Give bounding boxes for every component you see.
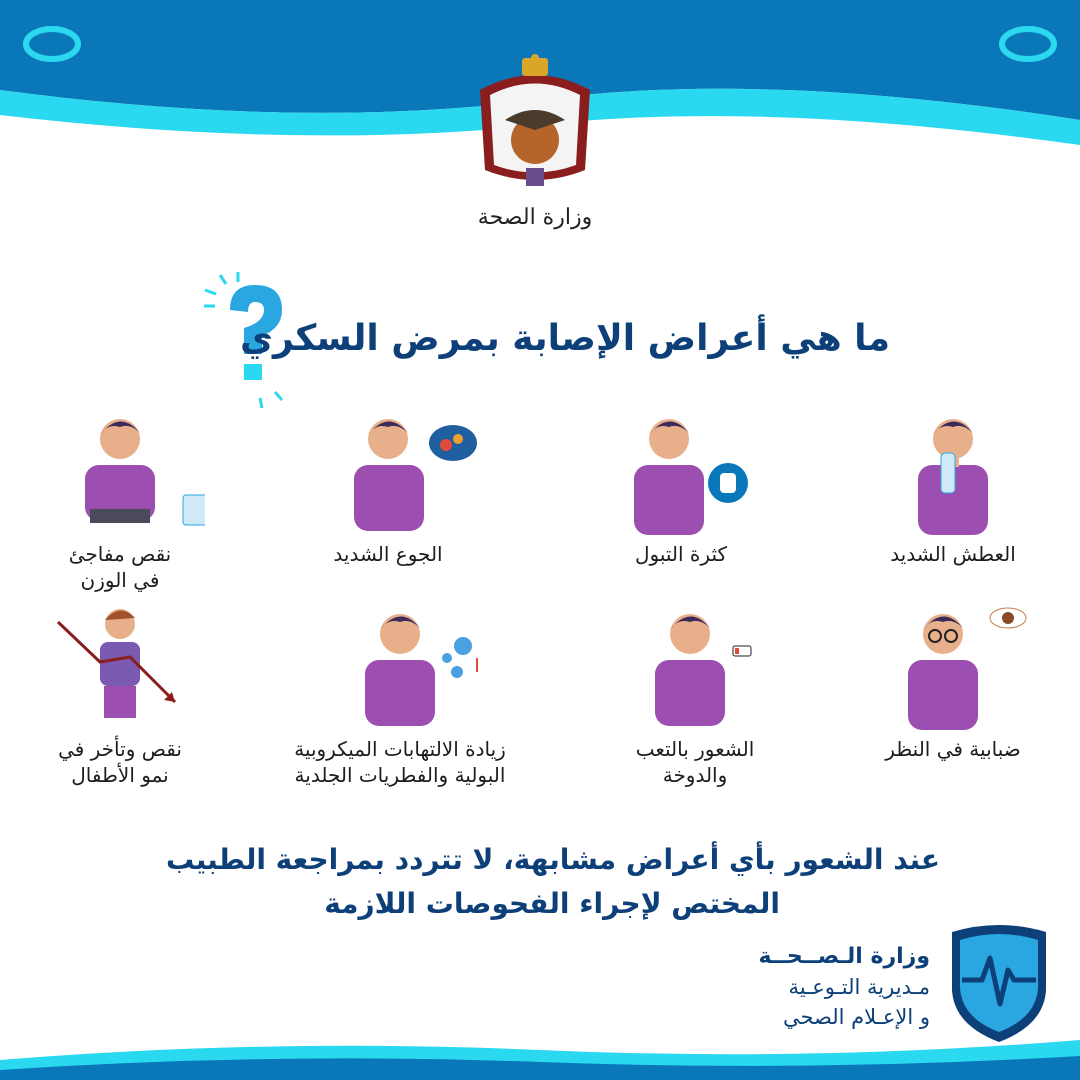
symptom-infections xyxy=(265,602,535,788)
weight-scale-icon xyxy=(183,495,205,525)
toilet-icon xyxy=(708,463,748,503)
symptom-label-line1: الشعور بالتعب xyxy=(635,737,755,761)
page-title: ما هي أعراض الإصابة بمرض السكري xyxy=(239,318,890,359)
symptom-weight-loss xyxy=(15,405,225,593)
person-figure xyxy=(625,602,765,730)
footer-department: و الإعـلام الصحي xyxy=(782,1005,930,1029)
footer-directorate: مـديرية التـوعـية xyxy=(788,975,930,999)
symptom-label-line1: زيادة الالتهابات الميكروبية xyxy=(294,737,506,761)
ministry-calligraphy: وزارة الصحة xyxy=(477,205,593,230)
person-figure xyxy=(298,405,478,535)
person-figure xyxy=(35,405,205,535)
symptom-fatigue xyxy=(590,602,800,788)
child-figure xyxy=(50,602,190,730)
symptom-label-line2: والدوخة xyxy=(662,763,728,787)
person-figure xyxy=(893,405,1013,535)
symptom-label-line2: في الوزن xyxy=(80,568,160,592)
symptom-label: العطش الشديد xyxy=(890,542,1016,566)
eye-icon xyxy=(990,608,1026,628)
person-figure xyxy=(878,602,1028,730)
symptom-blurred-vision xyxy=(848,602,1058,762)
symptom-child-growth xyxy=(15,602,225,788)
symptom-label: الجوع الشديد xyxy=(333,542,443,566)
person-figure xyxy=(606,405,756,535)
call-to-action xyxy=(120,838,940,926)
symptom-label: كثرة التبول xyxy=(634,542,727,566)
food-plate-icon xyxy=(429,425,477,461)
cta-line1: عند الشعور بأي أعراض مشابهة، لا تتردد بمراجعة الطبيب xyxy=(166,843,940,876)
person-figure xyxy=(315,602,485,730)
symptom-label: ضبابية في النظر xyxy=(885,737,1021,761)
symptom-urination xyxy=(576,405,786,567)
cta-line2: المختص لإجراء الفحوصات اللازمة xyxy=(324,887,780,920)
germs-icon xyxy=(442,637,477,678)
symptom-label-line1: نقص مفاجئ xyxy=(68,542,172,566)
symptom-thirst xyxy=(848,405,1058,567)
symptom-label-line2: نمو الأطفال xyxy=(71,763,169,787)
symptom-label-line2: البولية والفطريات الجلدية xyxy=(294,763,506,787)
water-bottle-icon xyxy=(941,453,955,493)
symptom-hunger xyxy=(283,405,493,567)
footer-ministry-name: وزارة الـصــحــة xyxy=(758,944,930,969)
jordan-coat-of-arms-icon xyxy=(470,50,600,200)
bottom-wave-band xyxy=(0,1020,1080,1080)
footer-ministry-text xyxy=(759,942,930,1032)
low-battery-icon xyxy=(733,646,751,656)
symptom-label-line1: نقص وتأخر في xyxy=(58,737,182,761)
